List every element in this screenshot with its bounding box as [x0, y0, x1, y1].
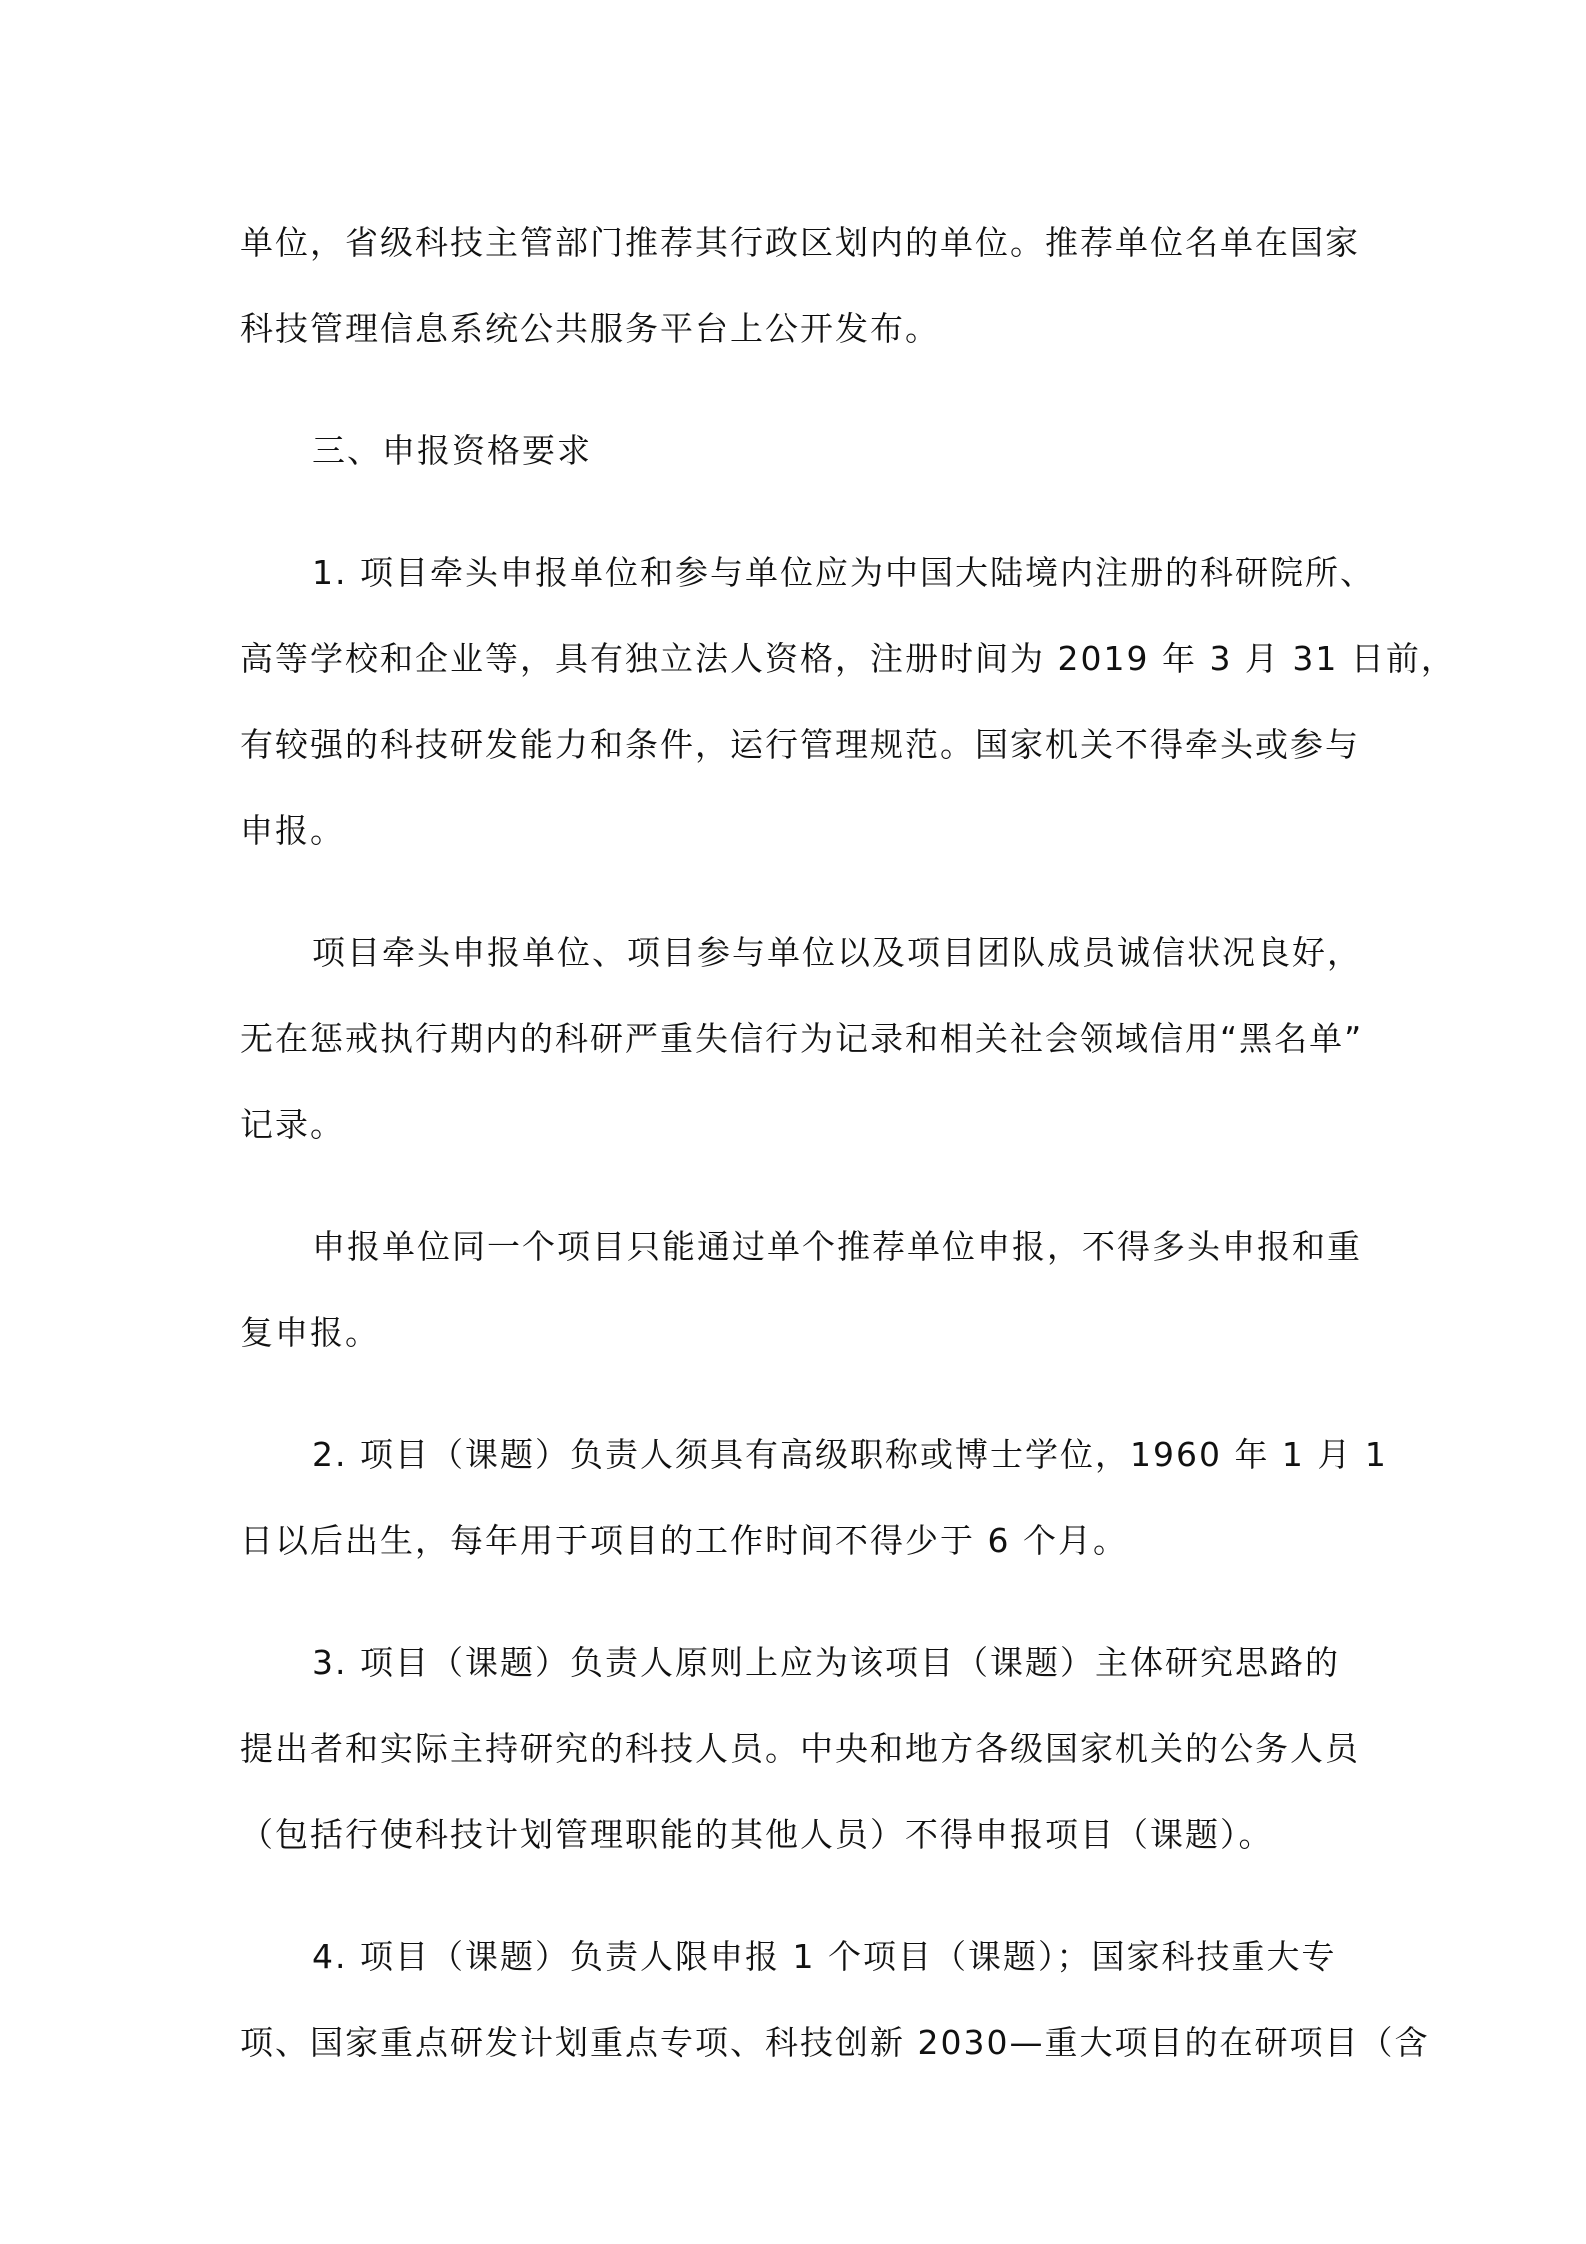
text-line: 1. 项目牵头申报单位和参与单位应为中国大陆境内注册的科研院所、 [312, 553, 1375, 592]
paragraph-recommending-units [240, 200, 1360, 372]
text-line: 有较强的科技研发能力和条件，运行管理规范。国家机关不得牵头或参与 [240, 725, 1360, 764]
text-line: 无在惩戒执行期内的科研严重失信行为记录和相关社会领域信用“黑名单” [240, 1019, 1364, 1058]
section-heading-eligibility [240, 408, 1360, 494]
document-page [240, 200, 1456, 2086]
paragraph-credit-status [240, 910, 1364, 1168]
paragraph-item-4 [240, 1914, 1430, 2086]
paragraph-single-recommendation [240, 1204, 1360, 1376]
text-line: 4. 项目（课题）负责人限申报 1 个项目（课题）；国家科技重大专 [312, 1937, 1337, 1976]
text-line: 日以后出生，每年用于项目的工作时间不得少于 6 个月。 [240, 1521, 1128, 1560]
text-line: 项目牵头申报单位、项目参与单位以及项目团队成员诚信状况良好， [312, 933, 1362, 972]
text-line: （包括行使科技计划管理职能的其他人员）不得申报项目（课题）。 [240, 1815, 1274, 1854]
section-heading: 三、申报资格要求 [312, 431, 592, 470]
text-line: 2. 项目（课题）负责人须具有高级职称或博士学位，1960 年 1 月 1 [312, 1435, 1388, 1474]
text-line: 记录。 [240, 1105, 345, 1144]
text-line: 科技管理信息系统公共服务平台上公开发布。 [240, 309, 940, 348]
paragraph-item-3 [240, 1620, 1360, 1878]
paragraph-item-1 [240, 530, 1456, 874]
text-line: 高等学校和企业等，具有独立法人资格，注册时间为 2019 年 3 月 31 日前， [240, 639, 1456, 678]
text-line: 复申报。 [240, 1313, 380, 1352]
text-line: 提出者和实际主持研究的科技人员。中央和地方各级国家机关的公务人员 [240, 1729, 1360, 1768]
text-line: 申报单位同一个项目只能通过单个推荐单位申报，不得多头申报和重 [312, 1227, 1362, 1266]
text-line: 申报。 [240, 811, 345, 850]
paragraph-item-2 [240, 1412, 1388, 1584]
text-line: 项、国家重点研发计划重点专项、科技创新 2030—重大项目的在研项目（含 [240, 2023, 1430, 2062]
text-line: 单位，省级科技主管部门推荐其行政区划内的单位。推荐单位名单在国家 [240, 223, 1360, 262]
text-line: 3. 项目（课题）负责人原则上应为该项目（课题）主体研究思路的 [312, 1643, 1340, 1682]
